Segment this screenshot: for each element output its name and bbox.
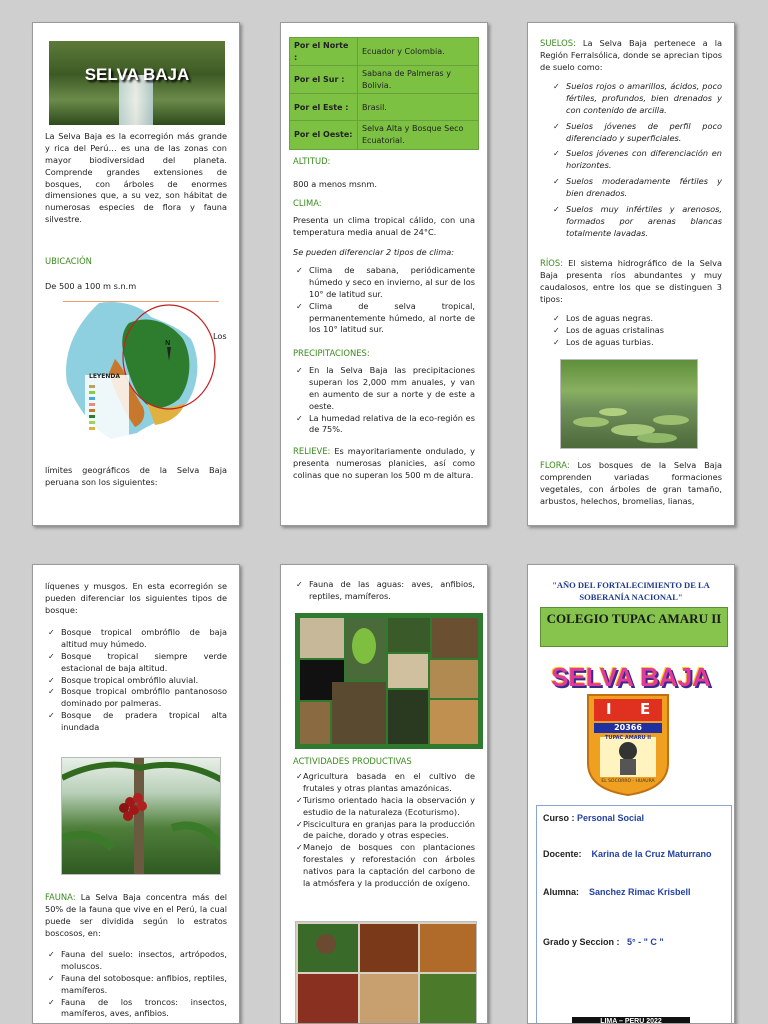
curso-value: Personal Social: [577, 813, 645, 823]
relieve-body: Es mayoritariamente ondulado, y presenta numerosas planicies, así como colinas que no superan los 500 m de altura.: [293, 446, 475, 480]
list-item: ✓ Piscicultura en granjas para la producción de paiche, dorado y otras especies.: [293, 819, 475, 843]
actividades-list: [293, 771, 475, 890]
list-item: ✓ Suelos rojos o amarillos, ácidos, poco fértiles, profundos, bien drenados y con contenido de arcilla.: [540, 81, 722, 117]
table-value: Sabana de Palmeras y Bolivia.: [358, 66, 479, 94]
table-value: Brasil.: [358, 94, 479, 121]
table-key: Por el Sur :: [290, 66, 358, 94]
alumna-row: [543, 886, 691, 899]
list-item: ✓ Turismo orientado hacia la observación y estudio de la naturaleza (Ecoturismo).: [293, 795, 475, 819]
flora-text: [540, 459, 722, 508]
relieve-heading: RELIEVE:: [293, 446, 331, 456]
list-item: ✓ Los de aguas negras.: [540, 313, 722, 325]
rios-body: El sistema hidrográfico de la Selva Baja presenta ríos abundantes y muy caudalosos, entre los que se distinguen 3 tipos:: [540, 258, 722, 304]
grado-value: 5° - " C ": [627, 937, 664, 947]
intro-text: La Selva Baja es la ecorregión más grande y rica del Perú… es una de las zonas con mayor biodiversidad del planeta. Comprende grandes extensiones de bosques, con árboles de enormes dimensiones que, a su vez, son hábitat de numerosas especies de flora y fauna silvestre.: [45, 131, 227, 225]
table-row: [290, 38, 479, 66]
list-item: ✓ Bosque tropical siempre verde estacional de baja altitud.: [45, 651, 227, 675]
banner-title: SELVA BAJA: [84, 65, 190, 84]
clima-list: [293, 265, 475, 336]
list-item: ✓ Suelos jóvenes con diferenciación en horizontes.: [540, 148, 722, 172]
panel-bosques-fauna: [32, 564, 240, 1024]
school-crest: [586, 693, 670, 797]
crest-school-name: TUPAC AMARU II: [604, 735, 652, 741]
crest-letter-e: E: [640, 700, 651, 718]
suelos-heading: SUELOS:: [540, 38, 576, 48]
list-item: ✓ Fauna del sotobosque: anfibios, reptiles, mamíferos.: [45, 973, 227, 997]
table-value: Ecuador y Colombia.: [358, 38, 479, 66]
table-row: [290, 121, 479, 149]
colegio-name: COLEGIO TUPAC AMARU II: [540, 607, 728, 647]
panel-cover: [527, 564, 735, 1024]
fauna-text: [45, 891, 227, 940]
table-key: Por el Este :: [290, 94, 358, 121]
list-item: ✓ Manejo de bosques con plantaciones forestales y reforestación con árboles nativos para la captación del carbono de la atmósfera y la producción de oxígeno.: [293, 842, 475, 890]
student-info-box: [536, 805, 732, 1024]
fauna-heading: FAUNA:: [45, 892, 76, 902]
table-row: [290, 94, 479, 121]
list-item: ✓ Suelos muy infértiles y arenosos, formados por arenas blancas totalmente lavadas.: [540, 204, 722, 240]
panel-limites-clima: [280, 22, 488, 526]
suelos-text: [540, 37, 722, 74]
altitud-text: 800 a menos msnm.: [293, 179, 377, 189]
legend-title: LEYENDA: [89, 373, 121, 380]
precipitaciones-list: [293, 365, 475, 436]
fauna-aguas-list: [293, 579, 475, 603]
table-key: Por el Oeste:: [290, 121, 358, 149]
panel-fauna-actividades: [280, 564, 488, 1024]
ubicacion-text: De 500 a 100 m s.n.m: [45, 281, 137, 291]
rios-text: [540, 257, 722, 306]
suelos-list: [540, 81, 722, 240]
alumna-value: Sanchez Rimac Krisbell: [589, 887, 691, 897]
year-title: "AÑO DEL FORTALECIMIENTO DE LA SOBERANÍA NACIONAL": [552, 580, 710, 603]
products-collage-photo: [295, 921, 477, 1024]
list-item: ✓ Fauna de los troncos: insectos, mamíferos, aves, anfibios.: [45, 997, 227, 1021]
list-item: ✓ Bosque tropical ombrófilo aluvial.: [45, 675, 227, 687]
crest-letter-i: I: [606, 700, 612, 718]
suelos-body: La Selva Baja pertenece a la Región Ferralsólica, donde se aprecian tipos de suelo como:: [540, 38, 722, 72]
panel-suelos-rios: [527, 22, 735, 526]
list-item: ✓ Suelos moderadamente fértiles y bien drenados.: [540, 176, 722, 200]
fauna-body: La Selva Baja concentra más del 50% de la fauna que vive en el Perú, la cual puede ser dividida según lo estratos boscosos, en:: [45, 892, 227, 938]
grado-row: [543, 936, 664, 949]
altitud-heading: ALTITUD:: [293, 156, 331, 166]
crest-location: EL SOCORRO - HUAURA: [601, 779, 655, 784]
peru-map: [51, 299, 221, 441]
docente-value: Karina de la Cruz Maturrano: [591, 849, 712, 859]
bosques-intro: líquenes y musgos. En esta ecorregión se pueden diferenciar los siguientes tipos de bosque:: [45, 581, 227, 615]
actividades-heading: ACTIVIDADES PRODUCTIVAS: [293, 756, 412, 766]
banner-image: [49, 41, 225, 125]
relieve-text: [293, 445, 475, 482]
curso-row: [543, 812, 644, 825]
fauna-list: [45, 949, 227, 1020]
crest-number: 20366: [614, 723, 642, 732]
los-text: Los: [213, 331, 227, 341]
list-item: ✓ Los de aguas cristalinas: [540, 325, 722, 337]
docente-row: [543, 848, 712, 861]
lima-footer: LIMA – PERU 2022: [572, 1017, 690, 1024]
list-item: ✓ Fauna del suelo: insectos, artrópodos, moluscos.: [45, 949, 227, 973]
list-item: ✓ En la Selva Baja las precipitaciones superan los 2,000 mm anuales, y van en aumento de sur a norte y de este a oeste.: [293, 365, 475, 413]
list-item: ✓ Clima de selva tropical, permanentemente húmedo, al norte de los 10° latitud sur.: [293, 301, 475, 337]
table-value: Selva Alta y Bosque Seco Ecuatorial.: [358, 121, 479, 149]
bosques-list: [45, 627, 227, 734]
list-item: ✓ Fauna de las aguas: aves, anfibios, reptiles, mamíferos.: [293, 579, 475, 603]
limites-text: límites geográficos de la Selva Baja peruana son los siguientes:: [45, 465, 227, 487]
clima-text: Presenta un clima tropical cálido, con una temperatura media anual de 24°C.: [293, 215, 475, 237]
panel-intro: [32, 22, 240, 526]
water-lilies-photo: [560, 359, 698, 449]
selva-baja-wordart: SELVA BAJA: [551, 662, 711, 692]
flora-heading: FLORA:: [540, 460, 570, 470]
rios-list: [540, 313, 722, 349]
svg-text:N: N: [165, 339, 171, 347]
table-row: [290, 66, 479, 94]
list-item: ✓ La humedad relativa de la eco-región es de 75%.: [293, 413, 475, 437]
rios-heading: RÍOS:: [540, 258, 564, 268]
grado-label: Grado y Seccion :: [543, 937, 620, 947]
animals-collage-photo: [295, 613, 483, 749]
clima-heading: CLIMA:: [293, 198, 322, 208]
list-item: ✓ Agricultura basada en el cultivo de frutales y otras plantas amazónicas.: [293, 771, 475, 795]
list-item: ✓ Clima de sabana, periódicamente húmedo y seco en invierno, al sur de los 10° de latitud sur.: [293, 265, 475, 301]
list-item: ✓ Bosque tropical ombrófilo pantanososo dominado por palmeras.: [45, 686, 227, 710]
table-key: Por el Norte :: [290, 38, 358, 66]
limites-table: [289, 37, 479, 150]
alumna-label: Alumna:: [543, 887, 579, 897]
precipitaciones-heading: PRECIPITACIONES:: [293, 348, 370, 358]
ubicacion-heading: UBICACIÓN: [45, 256, 92, 266]
list-item: ✓ Bosque de pradera tropical alta inundada: [45, 710, 227, 734]
list-item: ✓ Bosque tropical ombrófilo de baja altitud muy húmedo.: [45, 627, 227, 651]
docente-label: Docente:: [543, 849, 582, 859]
list-item: ✓ Los de aguas turbias.: [540, 337, 722, 349]
clima-intro: Se pueden diferenciar 2 tipos de clima:: [293, 247, 455, 257]
curso-label: Curso :: [543, 813, 575, 823]
flora-body: Los bosques de la Selva Baja comprenden variadas formaciones vegetales, con árboles de gran tamaño, arbustos, helechos, bromelias, lianas,: [540, 460, 722, 506]
list-item: ✓ Suelos jóvenes de perfil poco diferenciado y superficiales.: [540, 121, 722, 145]
palm-fruit-photo: [61, 757, 221, 875]
